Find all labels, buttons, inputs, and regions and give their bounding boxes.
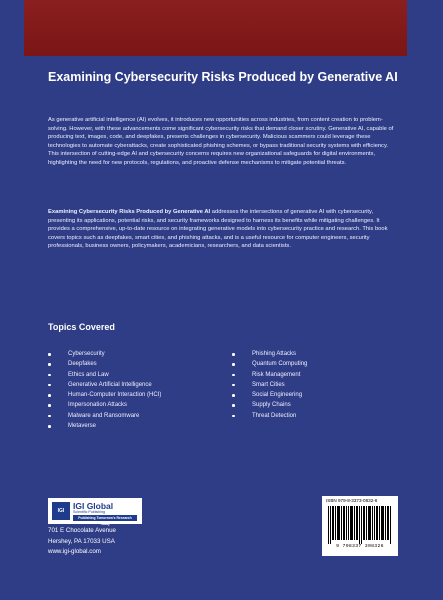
topic-item: Impersonation Attacks (48, 400, 208, 410)
barcode-icon (328, 506, 392, 544)
topic-item: Deepfakes (48, 359, 208, 369)
description-paragraph-2 (48, 208, 398, 251)
bullet-icon (48, 394, 51, 397)
address-line-1: 701 E Chocolate Avenue (48, 527, 117, 534)
topic-item: Social Engineering (232, 390, 392, 400)
top-band-right-edge (407, 0, 443, 56)
topic-item: Malware and Ransomware (48, 411, 208, 421)
bullet-icon (232, 404, 235, 407)
bullet-icon (232, 384, 235, 387)
paragraph-2-bold-title: Examining Cybersecurity Risks Produced by Generative AI (48, 209, 211, 215)
publisher-address (48, 526, 116, 558)
paragraph-2-text: addresses the intersections of generative AI with cybersecurity, presenting its applications, potential risks, and security frameworks designed to harness its benefits while mitigating challenges. It provides a comprehensive, up-to-date resource on integrating generative models into cybersecurity practice and research. This book covers topics such as deepfakes, smart cities, and phishing attacks, and is a useful resource for computer engineers, security professionals, business owners, policymakers, academicians, researchers, and data scientists. (48, 209, 388, 250)
topic-item: Ethics and Law (48, 370, 208, 380)
topic-item: Quantum Computing (232, 359, 392, 369)
topic-item: Human-Computer Interaction (HCI) (48, 390, 208, 400)
bullet-icon (48, 374, 51, 377)
bullet-icon (232, 415, 235, 418)
isbn-text: ISBN 979-8-3373-0832-6 (326, 498, 378, 503)
topic-item: Risk Management (232, 370, 392, 380)
topic-item: Cybersecurity (48, 349, 208, 359)
bullet-icon (232, 374, 235, 377)
logo-tagline: Publishing Tomorrow's Research Today (73, 515, 137, 521)
top-color-band (0, 0, 443, 56)
bullet-icon (48, 425, 51, 428)
bullet-icon (48, 404, 51, 407)
logo-subtitle: Scientific Publishing (73, 510, 105, 514)
globe-icon: IGI (52, 502, 70, 520)
bullet-icon (232, 363, 235, 366)
publisher-logo (48, 498, 142, 524)
topic-item: Generative Artificial Intelligence (48, 380, 208, 390)
bullet-icon (232, 353, 235, 356)
topic-item: Supply Chains (232, 400, 392, 410)
bullet-icon (232, 394, 235, 397)
bullet-icon (48, 363, 51, 366)
top-band-left-edge (0, 0, 24, 56)
logo-name: IGI Global (73, 501, 114, 511)
topics-list-left (48, 349, 208, 431)
bullet-icon (48, 415, 51, 418)
topic-item: Phishing Attacks (232, 349, 392, 359)
description-paragraph-1: As generative artificial intelligence (AI) evolves, it introduces new opportunities across industries, from content creation to problem-solving. However, with these advancements come significant cybersecurity risks that demand closer scrutiny. Generative AI, capable of producing text, images, code, and deepfakes, presents challenges in cybersecurity. Malicious scammers could leverage these technologies to automate cyberattacks, create sophisticated phishing schemes, or bypass traditional security systems with efficiency. This intersection of cutting-edge AI and cybersecurity concerns requires new organizational safeguards for digital environments, highlighting the need for new protocols, regulations, and proactive defense mechanisms to mitigate potential threats. (48, 117, 394, 166)
topic-item: Threat Detection (232, 411, 392, 421)
barcode-panel (322, 496, 398, 556)
book-title: Examining Cybersecurity Risks Produced by Generative AI (48, 70, 398, 84)
topics-heading: Topics Covered (48, 322, 115, 332)
topics-list-right (232, 349, 392, 421)
topic-item: Metaverse (48, 421, 208, 431)
topic-item: Smart Cities (232, 380, 392, 390)
bullet-icon (48, 353, 51, 356)
bullet-icon (48, 384, 51, 387)
address-line-2: Hershey, PA 17033 USA (48, 537, 115, 545)
back-cover-content (0, 56, 443, 600)
barcode-number: 9 798337 308326 (336, 544, 384, 549)
publisher-website: www.igi-global.com (48, 548, 101, 555)
